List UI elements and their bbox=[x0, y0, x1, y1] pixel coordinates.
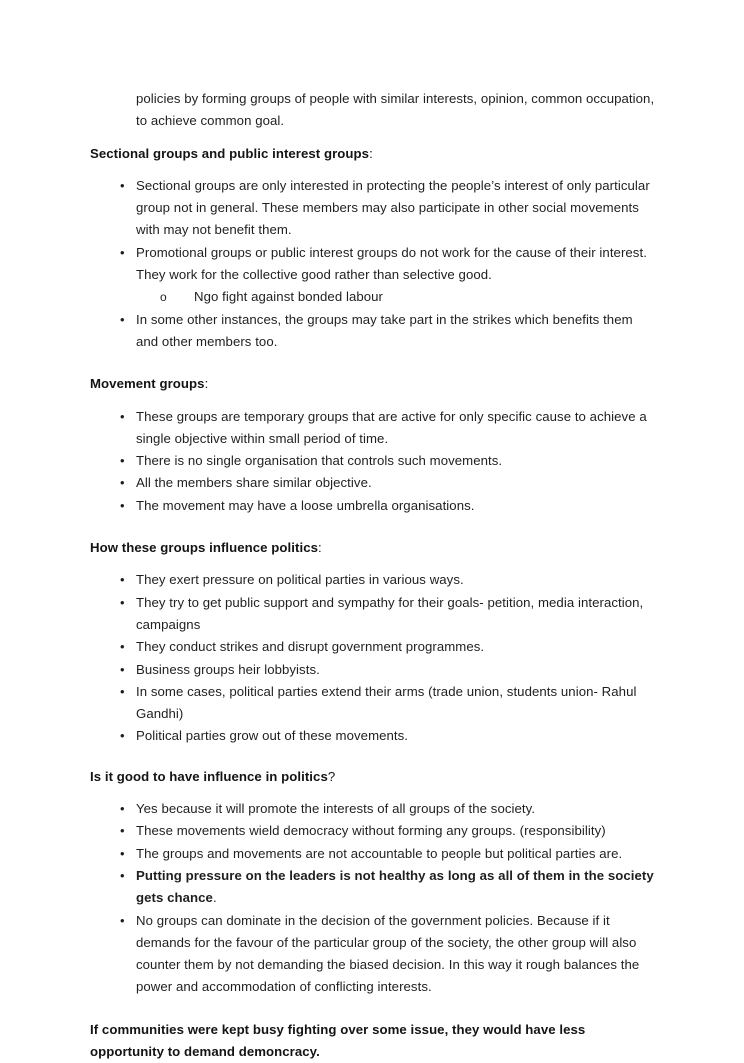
list-item bbox=[90, 242, 656, 287]
list-item-text: In some cases, political parties extend their arms (trade union, students union- Rahul Gandhi) bbox=[136, 683, 637, 722]
bullet-marker: • bbox=[120, 311, 125, 327]
bullet-marker: • bbox=[120, 475, 125, 491]
bullet-marker: • bbox=[120, 594, 125, 610]
list-influence-politics bbox=[90, 569, 656, 747]
list-item bbox=[90, 681, 656, 726]
list-item-text: In some other instances, the groups may take part in the strikes which benefits them and other members too. bbox=[136, 311, 633, 349]
document-body bbox=[90, 88, 656, 1063]
heading-punctuation: : bbox=[204, 376, 209, 392]
heading-punctuation: : bbox=[318, 540, 322, 556]
list-item-text: They try to get public support and sympathy for their goals- petition, media interaction, campaigns bbox=[136, 594, 644, 632]
list-item bbox=[90, 725, 656, 747]
list-item bbox=[90, 472, 656, 494]
list-item-emphasized bbox=[90, 865, 656, 910]
spacer bbox=[90, 559, 656, 569]
list-item-text: No groups can dominate in the decision of the government policies. Because if it demands for the favour of the particular group of the society, the other group will also counter them by not demanding the biased decision. In this way it rough balances the power and accommodation of conflicting interests. bbox=[136, 912, 640, 995]
section-heading-influence-politics bbox=[90, 537, 656, 559]
list-item bbox=[90, 820, 656, 842]
bullet-marker: • bbox=[120, 177, 125, 193]
list-item bbox=[90, 636, 656, 658]
list-item-text: These movements wield democracy without forming any groups. (responsibility) bbox=[136, 823, 606, 839]
list-item bbox=[90, 659, 656, 681]
bullet-marker: • bbox=[120, 823, 125, 839]
list-item-text: Political parties grow out of these movements. bbox=[136, 728, 409, 744]
list-item bbox=[90, 450, 656, 472]
sub-list-item-text: Ngo fight against bonded labour bbox=[194, 289, 384, 305]
bullet-marker: • bbox=[120, 801, 125, 817]
bullet-marker: • bbox=[120, 683, 125, 699]
list-item bbox=[90, 309, 656, 354]
lead-paragraph: policies by forming groups of people with similar interests, opinion, common occupation, to achieve common goal. bbox=[136, 91, 655, 129]
list-item-text-bold: Putting pressure on the leaders is not healthy as long as all of them in the society gets chance bbox=[136, 867, 654, 906]
heading-punctuation: : bbox=[369, 145, 373, 161]
bullet-marker: • bbox=[120, 728, 125, 744]
spacer bbox=[90, 353, 656, 373]
bullet-marker: • bbox=[120, 912, 125, 928]
bullet-marker: • bbox=[120, 639, 125, 655]
list-item-text: These groups are temporary groups that are active for only specific cause to achieve a single objective within small period of time. bbox=[136, 408, 647, 446]
sub-bullet-marker: o bbox=[160, 290, 167, 305]
section-heading-movement-groups bbox=[90, 373, 656, 395]
section-heading-sectional-groups bbox=[90, 143, 656, 165]
bullet-marker: • bbox=[120, 572, 125, 588]
list-item-text-punctuation: . bbox=[212, 890, 217, 906]
list-sectional-groups bbox=[90, 175, 656, 353]
list-is-it-good bbox=[90, 798, 656, 999]
list-item-text: They conduct strikes and disrupt government programmes. bbox=[136, 639, 485, 655]
heading-text: How these groups influence politics bbox=[90, 540, 318, 556]
list-item-text: The groups and movements are not accountable to people but political parties are. bbox=[136, 845, 623, 861]
section-heading-is-it-good bbox=[90, 766, 656, 788]
bullet-marker: • bbox=[120, 661, 125, 677]
spacer bbox=[90, 517, 656, 537]
bullet-marker: • bbox=[120, 867, 125, 883]
list-item-text: They exert pressure on political parties in various ways. bbox=[136, 572, 464, 588]
sub-list-item bbox=[90, 286, 656, 308]
list-item bbox=[90, 910, 656, 999]
list-item-text: The movement may have a loose umbrella organisations. bbox=[136, 497, 475, 513]
list-item bbox=[90, 569, 656, 591]
bullet-marker: • bbox=[120, 453, 125, 469]
spacer bbox=[90, 396, 656, 406]
list-item-text: There is no single organisation that controls such movements. bbox=[136, 453, 503, 469]
list-item-text: Sectional groups are only interested in protecting the people’s interest of only particular group not in general. These members may also participate in other social movements with may not benefit them. bbox=[136, 177, 650, 238]
list-item bbox=[90, 175, 656, 242]
heading-punctuation: ? bbox=[327, 768, 336, 784]
spacer bbox=[90, 788, 656, 798]
list-item-text: Yes because it will promote the interests of all groups of the society. bbox=[136, 801, 536, 817]
list-item bbox=[90, 495, 656, 517]
bullet-marker: • bbox=[120, 845, 125, 861]
list-item bbox=[90, 798, 656, 820]
list-item bbox=[90, 592, 656, 637]
heading-text: Movement groups bbox=[90, 376, 205, 392]
closing-paragraph: If communities were kept busy fighting over some issue, they would have less opportunity to demand demoncracy. bbox=[90, 1021, 586, 1059]
spacer bbox=[90, 999, 656, 1019]
bullet-marker: • bbox=[120, 408, 125, 424]
list-item bbox=[90, 406, 656, 451]
list-item bbox=[90, 843, 656, 865]
list-item-text: All the members share similar objective. bbox=[136, 475, 372, 491]
spacer bbox=[90, 748, 656, 766]
list-item-text bbox=[136, 868, 654, 905]
list-item-text: Business groups heir lobbyists. bbox=[136, 661, 320, 677]
heading-text: Is it good to have influence in politics bbox=[90, 768, 328, 784]
heading-text: Sectional groups and public interest groups bbox=[90, 145, 370, 161]
bullet-marker: • bbox=[120, 497, 125, 513]
spacer bbox=[90, 165, 656, 175]
bullet-marker: • bbox=[120, 244, 125, 260]
list-movement-groups bbox=[90, 406, 656, 517]
list-item-text: Promotional groups or public interest groups do not work for the cause of their interest. They work for the collective good rather than selective good. bbox=[136, 244, 647, 283]
